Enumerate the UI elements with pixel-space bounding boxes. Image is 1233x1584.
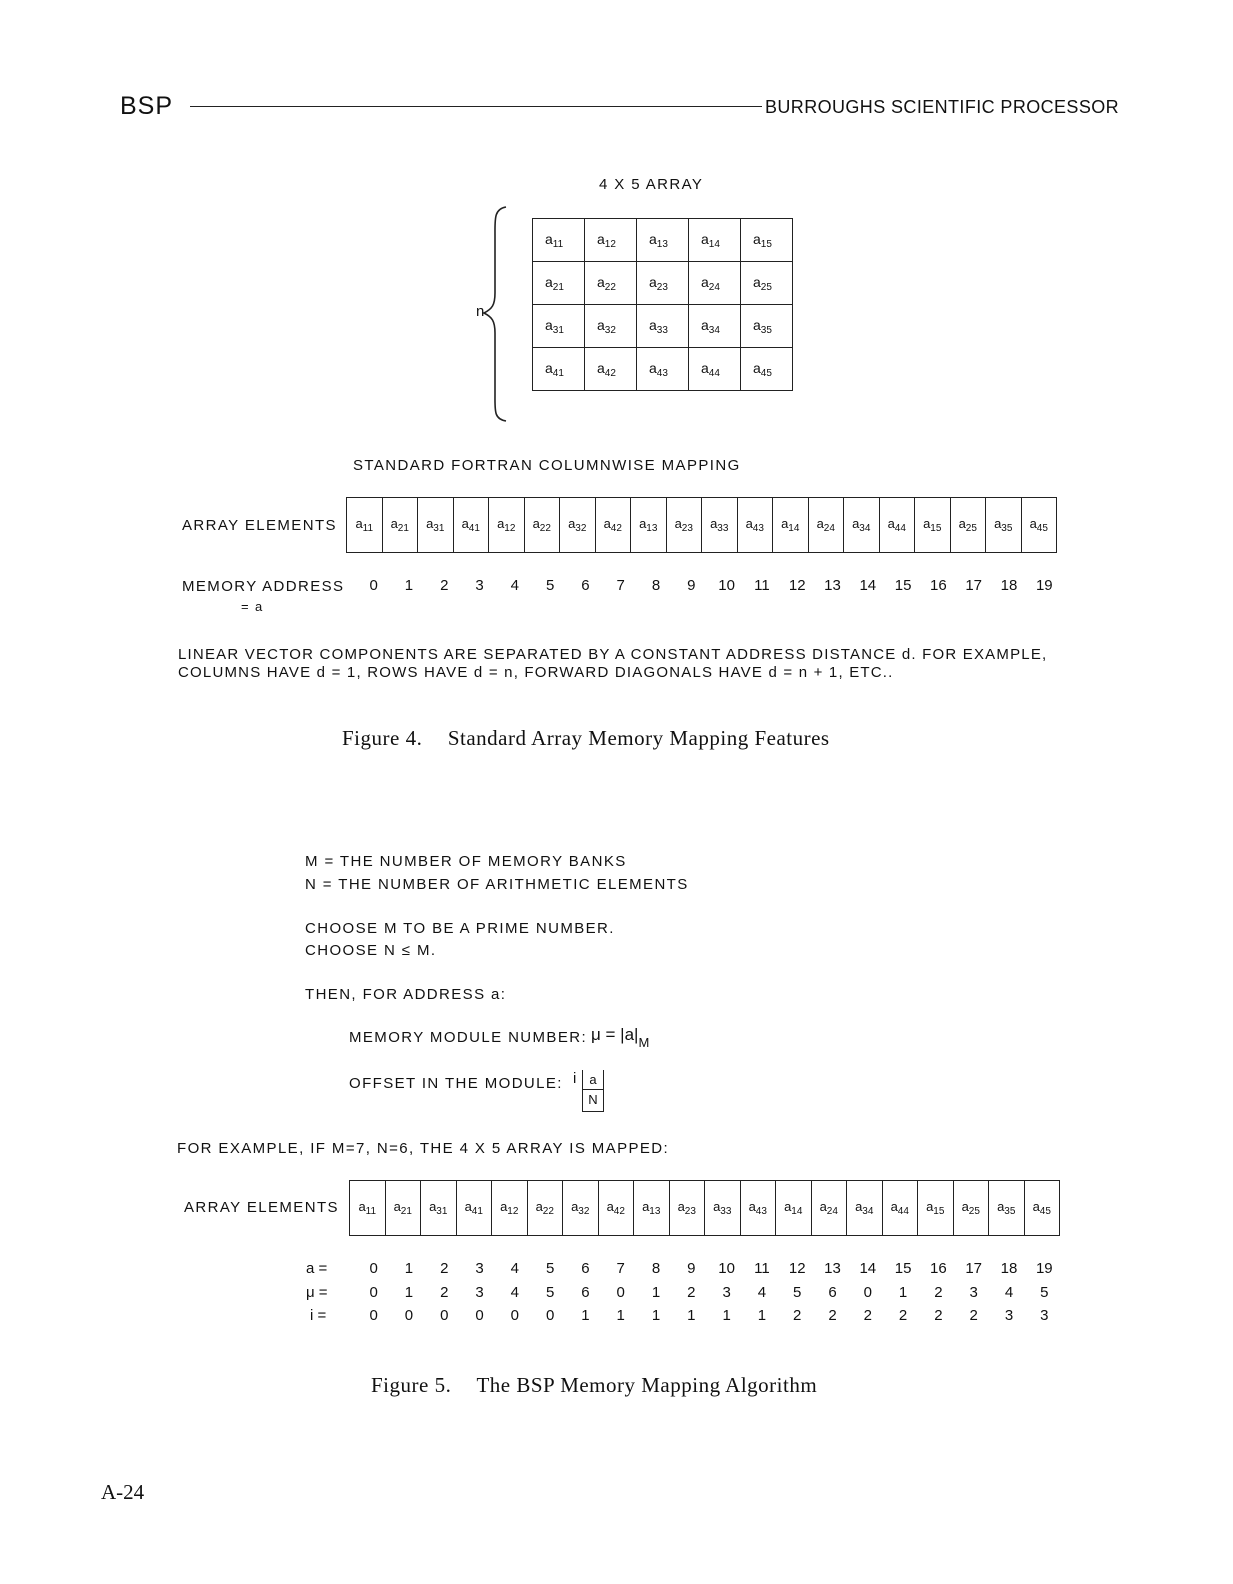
number-cell: 6 [581,1260,590,1277]
grid-cell: $a_{45}$ [741,348,793,391]
number-cell: 0 [863,1284,872,1301]
number-cell: 16 [930,577,947,594]
row-a-label: a = [306,1260,328,1277]
number-cell: 1 [581,1307,590,1324]
strip-cell: $a_{13}$ [631,498,667,553]
number-cell: 0 [369,1307,378,1324]
row-mu [356,1284,1062,1301]
address-row [356,577,1062,594]
strip-cell: $a_{22}$ [527,1181,563,1236]
strip-cell: $a_{15}$ [915,498,951,553]
number-cell: 15 [894,577,912,594]
number-cell: 14 [859,1260,877,1277]
number-cell: 0 [369,1284,378,1301]
row-i [356,1307,1062,1324]
strip-cell: $a_{14}$ [773,498,809,553]
grid-cell: $a_{12}$ [585,219,637,262]
grid-cell: $a_{23}$ [637,262,689,305]
strip-cell: $a_{14}$ [776,1181,812,1236]
row-a [356,1260,1062,1277]
number-cell: 2 [687,1284,696,1301]
grid-cell: $a_{11}$ [533,219,585,262]
module-formula-subscript: M [638,1035,650,1050]
strip-cell: $a_{33}$ [705,1181,741,1236]
number-cell: 8 [651,577,661,594]
grid-cell: $a_{21}$ [533,262,585,305]
number-cell: 2 [793,1307,802,1324]
number-cell: 5 [545,577,555,594]
number-cell: 7 [616,577,625,594]
number-cell: 19 [1035,577,1053,594]
strip-cell: $a_{41}$ [456,1181,492,1236]
number-cell: 1 [898,1284,908,1301]
grid-cell: $a_{14}$ [689,219,741,262]
strip-cell: $a_{32}$ [560,498,596,553]
number-cell: 8 [651,1260,661,1277]
number-cell: 17 [965,1260,983,1277]
number-cell: 0 [616,1284,625,1301]
figure5-caption [371,1373,817,1398]
number-cell: 1 [616,1307,625,1324]
array-elements-label: ARRAY ELEMENTS [182,517,337,534]
number-cell: 5 [1040,1284,1049,1301]
note-line-1: LINEAR VECTOR COMPONENTS ARE SEPARATED BY A CONSTANT ADDRESS DISTANCE d. FOR EXAMPLE, [178,646,1048,663]
strip-cell: $a_{24}$ [811,1181,847,1236]
number-cell: 6 [581,577,590,594]
number-cell: 12 [788,577,806,594]
number-cell: 3 [1004,1307,1014,1324]
mapping-title: STANDARD FORTRAN COLUMNWISE MAPPING [353,457,741,474]
strip-cell: $a_{13}$ [634,1181,670,1236]
grid-cell: $a_{33}$ [637,305,689,348]
number-cell: 2 [934,1284,943,1301]
number-cell: 2 [934,1307,943,1324]
number-cell: 10 [718,577,735,594]
strip-cell: $a_{34}$ [844,498,880,553]
row-mu-label: μ = [306,1284,328,1301]
strip-cell: $a_{31}$ [421,1181,457,1236]
offset-denominator: N [588,1092,598,1107]
strip-cell: $a_{45}$ [1021,498,1057,553]
number-cell: 2 [828,1307,837,1324]
note-line-2: COLUMNS HAVE d = 1, ROWS HAVE d = n, FORWARD DIAGONALS HAVE d = n + 1, ETC.. [178,664,894,681]
strip-cell: $a_{42}$ [598,1181,634,1236]
strip-cell: $a_{25}$ [950,498,986,553]
number-cell: 1 [404,577,414,594]
number-cell: 16 [930,1260,947,1277]
figure5-caption-number: Figure 5. [371,1373,452,1397]
number-cell: 0 [545,1307,555,1324]
array-grid [532,218,793,391]
grid-cell: $a_{32}$ [585,305,637,348]
offset-label: OFFSET IN THE MODULE: [349,1075,563,1092]
number-cell: 18 [1000,577,1018,594]
choose-n: CHOOSE N ≤ M. [305,942,437,959]
row-i-label: i = [310,1307,327,1324]
number-cell: 7 [616,1260,625,1277]
number-cell: 2 [863,1307,872,1324]
strip-cell: $a_{11}$ [347,498,383,553]
header-right: BURROUGHS SCIENTIFIC PROCESSOR [765,97,1120,117]
number-cell: 1 [687,1307,696,1324]
number-cell: 6 [581,1284,590,1301]
number-cell: 1 [404,1260,414,1277]
strip-cell: $a_{33}$ [702,498,738,553]
number-cell: 4 [510,577,519,594]
strip-cell: $a_{21}$ [382,498,418,553]
grid-cell: $a_{24}$ [689,262,741,305]
number-cell: 13 [824,577,841,594]
number-cell: 2 [440,1260,449,1277]
number-cell: 3 [969,1284,978,1301]
number-cell: 1 [404,1284,414,1301]
number-cell: 0 [510,1307,519,1324]
grid-cell: $a_{42}$ [585,348,637,391]
grid-cell: $a_{43}$ [637,348,689,391]
grid-cell: $a_{41}$ [533,348,585,391]
number-cell: 1 [651,1307,661,1324]
header-rule [190,106,762,107]
strip-cell: $a_{43}$ [737,498,773,553]
grid-row [533,262,793,305]
figure4-caption-number: Figure 4. [342,726,423,750]
number-cell: 3 [722,1284,731,1301]
number-cell: 4 [510,1260,519,1277]
number-cell: 15 [894,1260,912,1277]
number-cell: 17 [965,577,983,594]
module-formula-text: μ = |a| [591,1025,639,1044]
grid-cell: $a_{15}$ [741,219,793,262]
then-line: THEN, FOR ADDRESS a: [305,986,507,1003]
number-cell: 0 [440,1307,449,1324]
number-cell: 1 [651,1284,661,1301]
strip-cell: $a_{44}$ [882,1181,918,1236]
floor-bracket [582,1070,604,1112]
strip-cell: $a_{21}$ [385,1181,421,1236]
number-cell: 18 [1000,1260,1018,1277]
page-number: A-24 [101,1480,145,1504]
array-title: 4 X 5 ARRAY [599,176,704,193]
number-cell: 0 [475,1307,484,1324]
grid-row [533,305,793,348]
figure4-caption-text: Standard Array Memory Mapping Features [447,726,830,750]
choose-m: CHOOSE M TO BE A PRIME NUMBER. [305,920,615,937]
number-cell: 1 [722,1307,731,1324]
number-cell: 2 [969,1307,978,1324]
figure5-caption-text: The BSP Memory Mapping Algorithm [476,1373,818,1397]
strip-cell: $a_{41}$ [453,498,489,553]
number-cell: 6 [828,1284,837,1301]
strip-cell: $a_{32}$ [563,1181,599,1236]
figure4-caption [342,726,830,751]
strip-cell: $a_{43}$ [740,1181,776,1236]
number-cell: 12 [788,1260,806,1277]
number-cell: 2 [898,1307,908,1324]
strip-cell: $a_{42}$ [595,498,631,553]
grid-cell: $a_{13}$ [637,219,689,262]
number-cell: 19 [1035,1260,1053,1277]
number-cell: 2 [440,1284,449,1301]
number-cell: 5 [545,1284,555,1301]
strip-cell: $a_{23}$ [666,498,702,553]
strip-cell: $a_{22}$ [524,498,560,553]
number-cell: 0 [369,577,378,594]
strip-cell: $a_{45}$ [1024,1181,1060,1236]
n-label: n [476,303,485,320]
def-m: M = THE NUMBER OF MEMORY BANKS [305,853,627,870]
strip-cell: $a_{31}$ [418,498,454,553]
number-cell: 5 [545,1260,555,1277]
header-left: BSP [120,92,174,120]
linear-strip-fig5 [349,1180,1060,1236]
number-cell: 3 [1040,1307,1049,1324]
array-elements-label-2: ARRAY ELEMENTS [184,1199,339,1216]
number-cell: 1 [757,1307,767,1324]
address-eq: = a [241,599,264,614]
strip-cell: $a_{11}$ [350,1181,386,1236]
grid-cell: $a_{35}$ [741,305,793,348]
grid-cell: $a_{25}$ [741,262,793,305]
strip-cell: $a_{15}$ [918,1181,954,1236]
number-cell: 9 [687,1260,696,1277]
module-formula [591,1025,649,1050]
linear-strip-fig4 [346,497,1057,553]
number-cell: 11 [754,1260,770,1277]
grid-row [533,219,793,262]
example-line: FOR EXAMPLE, IF M=7, N=6, THE 4 X 5 ARRAY IS MAPPED: [177,1140,670,1157]
number-cell: 4 [510,1284,519,1301]
grid-row [533,348,793,391]
strip-cell: $a_{12}$ [492,1181,528,1236]
grid-cell: $a_{44}$ [689,348,741,391]
number-cell: 11 [754,577,770,594]
number-cell: 4 [757,1284,767,1301]
module-label: MEMORY MODULE NUMBER: [349,1029,588,1046]
memory-address-label: MEMORY ADDRESS [182,578,345,595]
strip-cell: $a_{25}$ [953,1181,989,1236]
number-cell: 3 [475,577,484,594]
number-cell: 5 [793,1284,802,1301]
number-cell: 3 [475,1284,484,1301]
grid-cell: $a_{22}$ [585,262,637,305]
strip-cell: $a_{34}$ [847,1181,883,1236]
number-cell: 3 [475,1260,484,1277]
number-cell: 9 [687,577,696,594]
grid-cell: $a_{34}$ [689,305,741,348]
strip-cell: $a_{35}$ [986,498,1022,553]
strip-cell: $a_{12}$ [489,498,525,553]
offset-numerator: a [583,1070,603,1090]
strip-cell: $a_{24}$ [808,498,844,553]
strip-cell: $a_{35}$ [989,1181,1025,1236]
offset-i: i [573,1070,577,1087]
number-cell: 2 [440,577,449,594]
strip-cell: $a_{23}$ [669,1181,705,1236]
def-n: N = THE NUMBER OF ARITHMETIC ELEMENTS [305,876,689,893]
number-cell: 10 [718,1260,735,1277]
number-cell: 13 [824,1260,841,1277]
number-cell: 0 [404,1307,414,1324]
number-cell: 14 [859,577,877,594]
number-cell: 0 [369,1260,378,1277]
grid-cell: $a_{31}$ [533,305,585,348]
number-cell: 4 [1004,1284,1014,1301]
strip-cell: $a_{44}$ [879,498,915,553]
